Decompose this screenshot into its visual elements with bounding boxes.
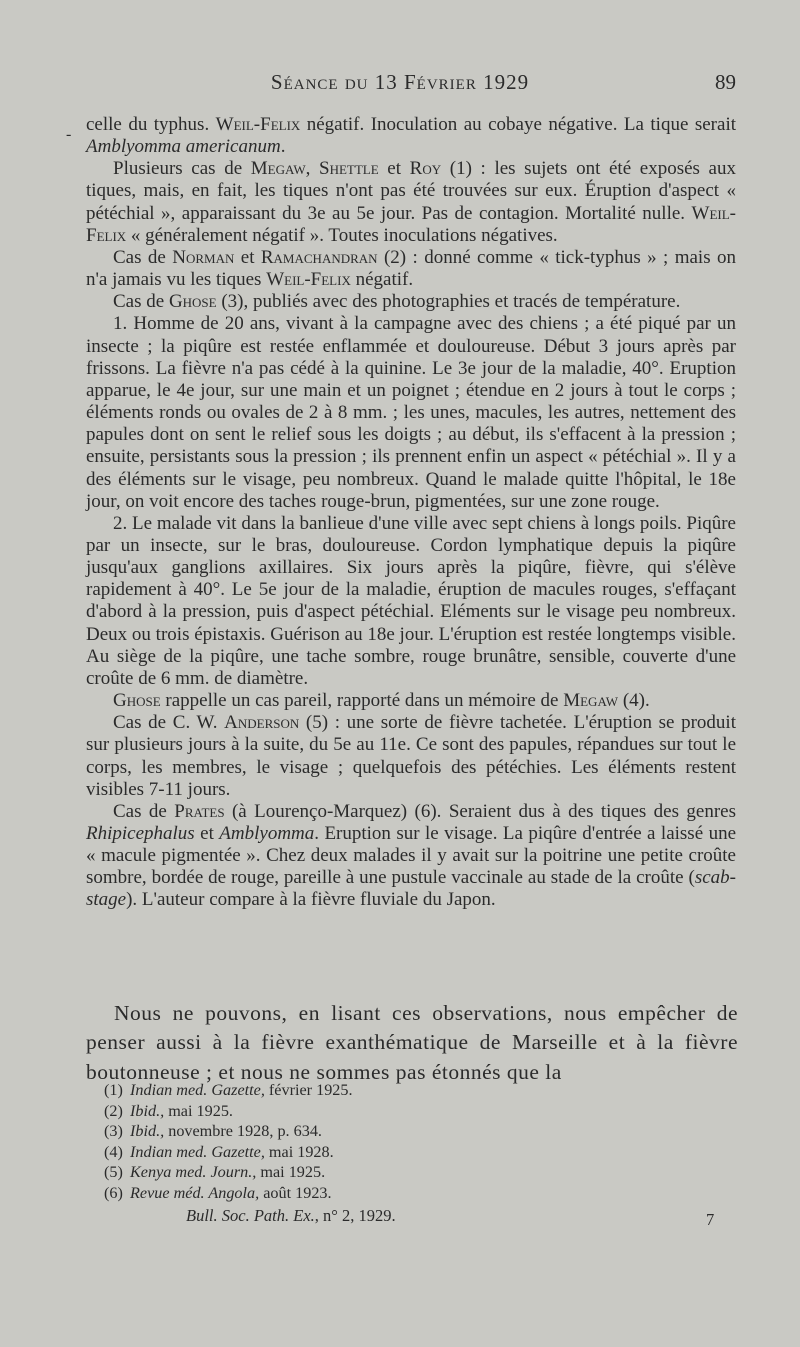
text-run: « généralement négatif ». Toutes inoculations négatives. (126, 224, 558, 246)
page-number: 89 (715, 70, 736, 94)
footnote-source: Ibid., (130, 1122, 165, 1141)
author-name: Prates (174, 800, 225, 822)
italic-term: Amblyomma (219, 823, 315, 844)
text-run: (5) : une sorte de fièvre tachetée. L'éruption se produit sur plusieurs jours à la suite, du 5e au 11e. Ce sont des papules, répandues sur tout le corps, les membres, le visage ; quelquefois des pétéchies. Les éléments restent visibles 7-11 jours. (86, 712, 736, 800)
text-run: négatif. (350, 269, 414, 291)
body-paragraph (86, 291, 736, 313)
footnote-marker: (2) (104, 1101, 123, 1120)
footnote-detail: mai 1928. (264, 1142, 334, 1161)
text-run: et (378, 158, 410, 180)
text-run: et (194, 823, 220, 844)
footnote-detail: mai 1925. (256, 1163, 326, 1182)
author-name: Megaw (250, 158, 306, 180)
footnote (104, 1142, 744, 1163)
author-name: Weil-Felix (215, 114, 301, 135)
footnote-detail: février 1925. (264, 1081, 353, 1099)
body-paragraph (86, 247, 736, 291)
text-run: . Eruption sur le visage. La piqûre d'entrée a laissé une « macule pigmentée ». Chez deux malades il y avait sur la poitrine une petite croûte sombre, bordée de rouge, pareille à une pustule vaccinale au stade de la croûte ( (86, 823, 736, 889)
footnote-marker: (3) (104, 1122, 123, 1141)
author-name: Ghose (113, 690, 161, 712)
text-run: Cas de (113, 246, 173, 268)
body-paragraph (86, 513, 736, 690)
text-run: 1. Homme de 20 ans, vivant à la campagne avec des chiens ; a été piqué par un insecte ; la piqûre est restée enflammée et douloureuse. Début 3 jours après par frissons. La fièvre n'a pas cédé à la quinine. Le 3e jour de la maladie, 40°. Eruption apparue, le 4e jour, sur une main et un poignet ; étendue en 2 jours à tout le corps ; éléments ronds ou ovales de 2 à 8 mm. ; les unes, macules, les autres, nettement des papules dont on sent le relief sous les doigts ; au début, ils s'effacent à la pression ; ensuite, persistants sous la pression ; ils prennent enfin un aspect « pétéchial ». Il y a des éléments sur le visage, peu nombreux. Quand le malade quitte l'hôpital, le 18e jour, on voit encore des taches rouge-brun, pigmentées, sur une zone rouge. (86, 313, 736, 512)
text-run: 2. Le malade vit dans la banlieue d'une ville avec sept chiens à longs poils. Piqûre par un insecte, sur le bras, douloureuse. Cordon lymphatique depuis la piqûre jusqu'aux ganglions axillaires. Six jours après la piqûre, fièvre, qui s'élève rapidement à 40°. Le 5e jour de la maladie, éruption de macules rouges, s'effaçant d'abord à la pression, puis d'aspect pétéchial. Eléments sur le visage peu nombreux. Deux ou trois épistaxis. Guérison au 18e jour. L'éruption est restée longtemps visible. Au siège de la piqûre, une tache sombre, rouge brunâtre, sensible, couverte d'une croûte de 6 mm. de diamètre. (86, 512, 736, 689)
author-name: Weil-Felix (266, 269, 351, 291)
italic-term: Amblyomma americanum (86, 136, 281, 158)
bulletin-issue: , n° 2, 1929. (314, 1206, 396, 1225)
footnote-marker: (4) (104, 1142, 123, 1161)
footnote-marker: (5) (104, 1163, 123, 1182)
text-run: (à Lourenço-Marquez) (6). Seraient dus à des tiques des genres (224, 800, 737, 822)
text-run: (2) : donné comme « tick-typhus » ; mais on n'a jamais vu les tiques (86, 246, 736, 291)
footnote (104, 1162, 744, 1183)
text-run: négatif. Inoculation au cobaye négative. La tique serait (300, 114, 737, 135)
footnote-source: Kenya med. Journ., (130, 1163, 257, 1182)
footnote (104, 1080, 744, 1101)
footnote-detail: novembre 1928, p. 634. (164, 1122, 322, 1141)
author-name: Shettle (319, 158, 379, 180)
author-name: Megaw (563, 690, 619, 712)
text-run: ). L'auteur compare à la fièvre fluviale du Japon. (126, 889, 496, 911)
body-paragraph (86, 712, 736, 801)
bulletin-signature (186, 1206, 396, 1226)
footnote-source: Revue méd. Angola, (130, 1183, 260, 1202)
footnote-marker: (6) (104, 1183, 123, 1202)
text-run: . (280, 136, 286, 158)
margin-mark: - (66, 126, 72, 143)
body-paragraph (86, 313, 736, 512)
italic-term: Rhipicephalus (86, 823, 195, 844)
text-run: (3), publiés avec des photographies et tracés de température. (216, 291, 681, 313)
text-run: (1) : les sujets ont été exposés aux tiques, mais, en fait, les tiques n'ont pas été trouvées sur eux. Éruption d'aspect « pétéchial », apparaissant du 3e au 5e jour. Pas de contagion. Mortalité nulle. (86, 158, 736, 224)
footnote-detail: mai 1925. (164, 1101, 233, 1120)
article-body (86, 114, 736, 912)
text-run: celle du typhus. (86, 114, 216, 135)
footnote-detail: août 1923. (259, 1183, 332, 1202)
footnotes (104, 1080, 744, 1204)
footnote-source: Indian med. Gazette, (130, 1142, 265, 1161)
text-run: Cas de (113, 291, 169, 313)
bulletin-title: Bull. Soc. Path. Ex. (186, 1206, 315, 1225)
text-run: et (234, 246, 261, 268)
footnote (104, 1101, 744, 1122)
text-run: rappelle un cas pareil, rapporté dans un mémoire de (160, 690, 564, 712)
author-name: Ramachandran (260, 246, 378, 268)
body-paragraph (86, 690, 736, 712)
body-paragraph (86, 114, 736, 158)
text-run: , (305, 158, 319, 180)
footnote (104, 1183, 744, 1204)
author-name: Roy (409, 158, 442, 180)
footnote-marker: (1) (104, 1081, 123, 1099)
author-name: Anderson (224, 712, 300, 734)
page-header (0, 70, 800, 100)
footnote-source: Ibid., (130, 1101, 165, 1120)
author-name: Weil-Felix (86, 202, 736, 246)
running-title: Séance du 13 Février 1929 (270, 70, 530, 94)
footnote (104, 1121, 744, 1142)
sheet-number: 7 (706, 1210, 715, 1229)
body-paragraph (86, 158, 736, 247)
text-run: Cas de C. W. (113, 712, 225, 734)
footnote-source: Indian med. Gazette, (130, 1081, 265, 1099)
text-run: (4). (618, 690, 650, 712)
text-run: Plusieurs cas de (113, 158, 251, 180)
author-name: Norman (172, 246, 235, 268)
author-name: Ghose (168, 291, 217, 313)
text-run: Cas de (113, 800, 175, 822)
body-paragraph (86, 801, 736, 912)
closing-paragraph: Nous ne pouvons, en lisant ces observations, nous empêcher de penser aussi à la fièvre exanthématique de Marseille et à la fièvre boutonneuse ; et nous ne sommes pas étonnés que la (86, 1000, 738, 1084)
italic-term: scab-stage (86, 867, 736, 911)
